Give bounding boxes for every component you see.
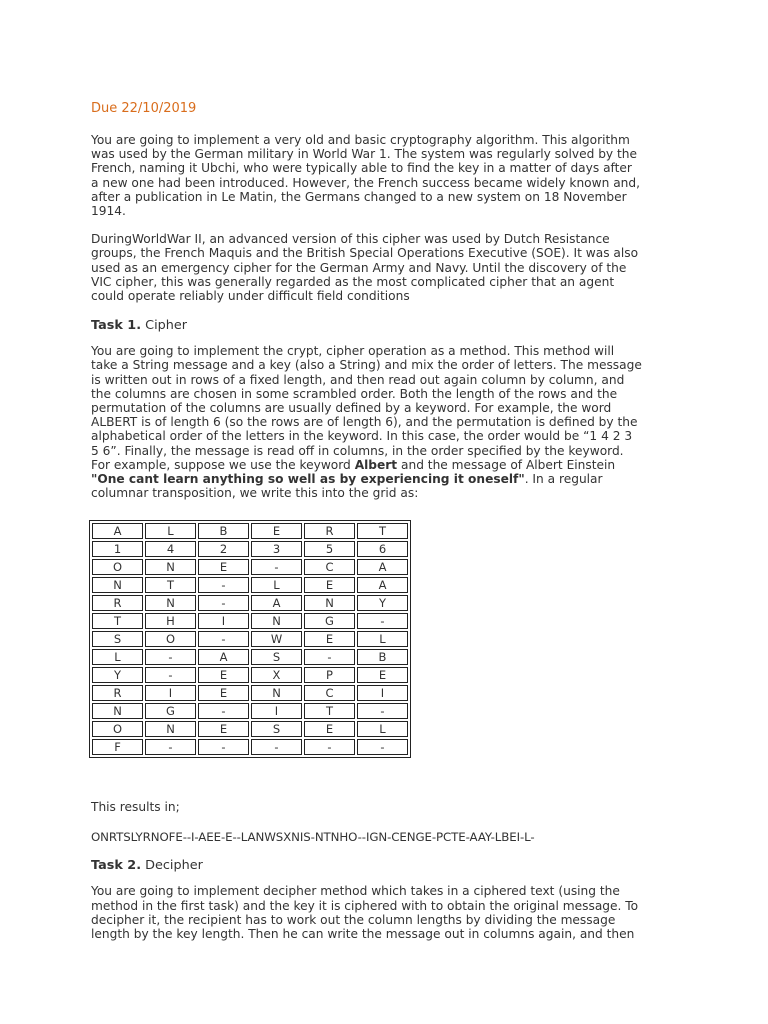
task2-line: method in the first task) and the key it is ciphered with to obtain the original message. To bbox=[91, 898, 639, 913]
task2-title: Decipher bbox=[145, 858, 203, 874]
intro-line: after a publication in Le Matin, the Germans changed to a new system on 18 November bbox=[91, 189, 627, 204]
grid-cell: O bbox=[92, 721, 143, 737]
grid-cell: N bbox=[145, 721, 196, 737]
grid-row bbox=[92, 739, 408, 755]
grid-cell: - bbox=[198, 595, 249, 611]
grid-cell: E bbox=[357, 667, 408, 683]
ww2-paragraph bbox=[91, 232, 691, 303]
grid-cell: N bbox=[92, 577, 143, 593]
grid-cell: - bbox=[304, 739, 355, 755]
task1-line: take a String message and a key (also a String) and mix the order of letters. The message bbox=[91, 358, 642, 373]
ww2-line: groups, the French Maquis and the British Special Operations Executive (SOE). It was also bbox=[91, 246, 639, 261]
grid-cell: E bbox=[198, 685, 249, 701]
grid-cell: N bbox=[251, 685, 302, 701]
ciphertext: ONRTSLYRNOFE--I-AEE-E--LANWSXNIS-NTNHO--IGN-CENGE-PCTE-AAY-LBEI-L- bbox=[91, 830, 535, 845]
results-label: This results in; bbox=[91, 800, 180, 815]
grid-cell: 1 bbox=[92, 541, 143, 557]
task1-line: ALBERT is of length 6 (so the rows are of length 6), and the permutation is defined by the bbox=[91, 415, 638, 430]
task1-line: alphabetical order of the letters in the keyword. In this case, the order would be “1 4 2 3 bbox=[91, 429, 633, 444]
grid-cell: E bbox=[198, 721, 249, 737]
grid-cell: E bbox=[304, 631, 355, 647]
grid-cell: G bbox=[304, 613, 355, 629]
grid-row bbox=[92, 523, 408, 539]
task2-line: length by the key length. Then he can write the message out in columns again, and then bbox=[91, 927, 635, 942]
grid-cell: T bbox=[304, 703, 355, 719]
grid-cell: A bbox=[251, 595, 302, 611]
grid-cell: E bbox=[304, 721, 355, 737]
grid-cell: N bbox=[251, 613, 302, 629]
grid-row bbox=[92, 667, 408, 683]
grid-cell: N bbox=[145, 595, 196, 611]
due-date: Due 22/10/2019 bbox=[91, 101, 197, 116]
task1-paragraph bbox=[91, 344, 691, 500]
grid-cell: L bbox=[92, 649, 143, 665]
intro-paragraph bbox=[91, 133, 691, 218]
task1-label: Task 1. bbox=[91, 318, 142, 334]
task1-heading bbox=[91, 317, 691, 334]
grid-cell: O bbox=[92, 559, 143, 575]
ww2-line: could operate reliably under difficult field conditions bbox=[91, 289, 410, 304]
grid-row bbox=[92, 541, 408, 557]
grid-cell: 4 bbox=[145, 541, 196, 557]
grid-cell: - bbox=[357, 703, 408, 719]
grid-cell: L bbox=[251, 577, 302, 593]
grid-row bbox=[92, 685, 408, 701]
grid-row bbox=[92, 559, 408, 575]
grid-cell: A bbox=[357, 559, 408, 575]
grid-cell: - bbox=[198, 739, 249, 755]
grid-cell: - bbox=[357, 613, 408, 629]
grid-cell: I bbox=[145, 685, 196, 701]
grid-row bbox=[92, 595, 408, 611]
grid-cell: L bbox=[357, 631, 408, 647]
intro-line: You are going to implement a very old and basic cryptography algorithm. This algorithm bbox=[91, 133, 630, 147]
task1-line: permutation of the columns are usually defined by a keyword. For example, the word bbox=[91, 401, 612, 416]
grid-cell: - bbox=[198, 703, 249, 719]
task2-heading bbox=[91, 857, 691, 874]
grid-cell: R bbox=[92, 595, 143, 611]
grid-body bbox=[92, 523, 408, 755]
transposition-grid bbox=[89, 520, 411, 758]
grid-cell: - bbox=[357, 739, 408, 755]
grid-row bbox=[92, 721, 408, 737]
task1-title: Cipher bbox=[145, 318, 187, 334]
grid-cell: X bbox=[251, 667, 302, 683]
grid-cell: R bbox=[304, 523, 355, 539]
grid-cell: I bbox=[357, 685, 408, 701]
grid-cell: - bbox=[251, 559, 302, 575]
grid-row bbox=[92, 577, 408, 593]
task2-label: Task 2. bbox=[91, 858, 142, 874]
intro-line: was used by the German military in World War 1. The system was regularly solved by the bbox=[91, 147, 638, 162]
grid-cell: C bbox=[304, 559, 355, 575]
ww2-line: VIC cipher, this was generally regarded as the most complicated cipher that an agent bbox=[91, 274, 615, 289]
grid-cell: O bbox=[145, 631, 196, 647]
grid-row bbox=[92, 613, 408, 629]
grid-row bbox=[92, 703, 408, 719]
grid-cell: C bbox=[304, 685, 355, 701]
ww2-line: DuringWorldWar II, an advanced version of this cipher was used by Dutch Resistance bbox=[91, 232, 610, 247]
task1-line: the columns are chosen in some scrambled order. Both the length of the rows and the bbox=[91, 386, 618, 401]
grid-cell: E bbox=[304, 577, 355, 593]
grid-cell: E bbox=[198, 667, 249, 683]
grid-cell: P bbox=[304, 667, 355, 683]
grid-cell: H bbox=[145, 613, 196, 629]
grid-cell: F bbox=[92, 739, 143, 755]
grid-cell: - bbox=[145, 649, 196, 665]
grid-cell: T bbox=[357, 523, 408, 539]
grid-cell: 6 bbox=[357, 541, 408, 557]
grid-cell: - bbox=[251, 739, 302, 755]
grid-cell: N bbox=[304, 595, 355, 611]
grid-cell: L bbox=[145, 523, 196, 539]
grid-cell: 5 bbox=[304, 541, 355, 557]
quote-suffix: . In a regular bbox=[524, 472, 603, 487]
intro-line: French, naming it Ubchi, who were typically able to find the key in a matter of days after bbox=[91, 161, 632, 176]
grid-cell: - bbox=[304, 649, 355, 665]
grid-cell: - bbox=[145, 667, 196, 683]
grid-cell: G bbox=[145, 703, 196, 719]
grid-row bbox=[92, 649, 408, 665]
task1-last-line: columnar transposition, we write this into the grid as: bbox=[91, 486, 419, 501]
grid-cell: 2 bbox=[198, 541, 249, 557]
grid-cell: S bbox=[251, 649, 302, 665]
task1-line: is written out in rows of a fixed length, and then read out again column by column, and bbox=[91, 372, 625, 387]
grid-row bbox=[92, 631, 408, 647]
grid-cell: N bbox=[145, 559, 196, 575]
grid-cell: B bbox=[198, 523, 249, 539]
grid-cell: T bbox=[92, 613, 143, 629]
intro-line: a new one had been introduced. However, the French success became widely known and, bbox=[91, 175, 641, 190]
grid-cell: R bbox=[92, 685, 143, 701]
einstein-quote: "One cant learn anything so well as by experiencing it oneself" bbox=[91, 472, 525, 487]
grid-cell: I bbox=[198, 613, 249, 629]
grid-cell: I bbox=[251, 703, 302, 719]
example-prefix: For example, suppose we use the keyword bbox=[91, 457, 355, 472]
task1-line: 5 6”. Finally, the message is read off in columns, in the order specified by the keyword. bbox=[91, 443, 624, 458]
grid-cell: - bbox=[198, 577, 249, 593]
grid-cell: - bbox=[198, 631, 249, 647]
grid-cell: S bbox=[92, 631, 143, 647]
task2-line: You are going to implement decipher method which takes in a ciphered text (using the bbox=[91, 884, 620, 899]
document-page bbox=[91, 100, 691, 941]
grid-cell: Y bbox=[92, 667, 143, 683]
grid-cell: - bbox=[145, 739, 196, 755]
grid-cell: A bbox=[92, 523, 143, 539]
ww2-line: used as an emergency cipher for the German Army and Navy. Until the discovery of the bbox=[91, 260, 627, 275]
grid-cell: B bbox=[357, 649, 408, 665]
grid-cell: A bbox=[357, 577, 408, 593]
grid-cell: W bbox=[251, 631, 302, 647]
task2-paragraph bbox=[91, 884, 691, 941]
grid-cell: S bbox=[251, 721, 302, 737]
example-keyword: Albert bbox=[354, 457, 398, 472]
grid-cell: A bbox=[198, 649, 249, 665]
grid-cell: E bbox=[198, 559, 249, 575]
intro-line: 1914. bbox=[91, 204, 126, 219]
grid-cell: Y bbox=[357, 595, 408, 611]
example-suffix: and the message of Albert Einstein bbox=[397, 457, 616, 472]
grid-cell: 3 bbox=[251, 541, 302, 557]
grid-cell: E bbox=[251, 523, 302, 539]
task2-line: decipher it, the recipient has to work out the column lengths by dividing the message bbox=[91, 912, 616, 927]
task1-line: You are going to implement the crypt, cipher operation as a method. This method will bbox=[91, 344, 615, 359]
grid-cell: N bbox=[92, 703, 143, 719]
grid-cell: L bbox=[357, 721, 408, 737]
grid-cell: T bbox=[145, 577, 196, 593]
